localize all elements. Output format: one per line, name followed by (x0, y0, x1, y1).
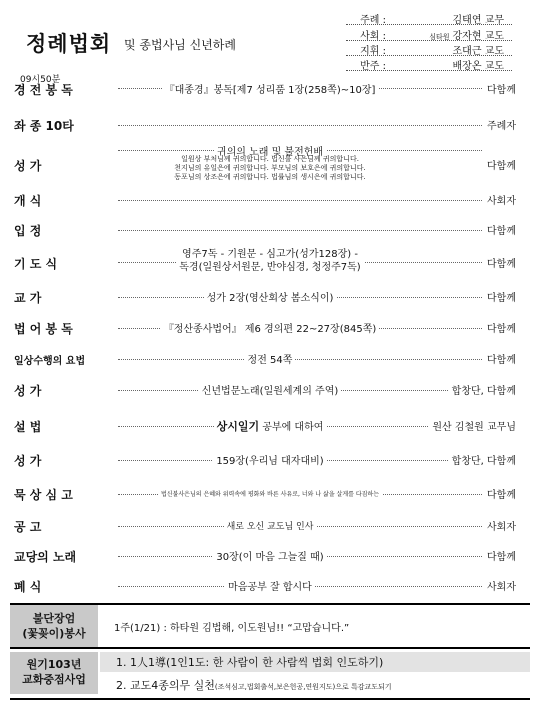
program-performer: 다함께 (484, 157, 516, 172)
dotted-leader (118, 230, 482, 231)
program-content: 『정산종사법어』 제6 경의편 22~27장(845쪽) (161, 320, 380, 335)
program-content-line: 독경(일원상서원문, 반야심경, 청정주7독) (176, 261, 363, 274)
dotted-leader (118, 200, 482, 201)
program-content-line: 동포님의 상조은에 귀의합니다. 법률님의 생시은에 귀의합니다. (174, 173, 366, 181)
program-performer: 다함께 (484, 255, 516, 270)
program-performer: 원산 김철원 교무님 (429, 418, 516, 433)
divider (346, 55, 512, 56)
program-label: 교당의 노래 (14, 550, 77, 564)
role-conductor-name: 조대근 교도 (452, 46, 504, 57)
section-item (116, 674, 392, 693)
role-mc-name: 심타원 강자현 교도 (429, 31, 504, 42)
section-label (10, 605, 98, 647)
section-item-main: 2. 교도4종의무 실천 (116, 679, 215, 692)
program-performer: 사회자 (484, 192, 516, 207)
divider (346, 40, 512, 41)
program-performer: 다함께 (484, 289, 516, 304)
program-content: 법신불사은님의 은혜와 위력속에 평화와 바른 사유로, 너와 나 삶을 살게를 다짐하는 (158, 489, 382, 498)
program-label: 입 정 (14, 224, 42, 238)
program-performer: 다함께 (484, 351, 516, 366)
program-content: 마음공부 잘 합시다 (225, 578, 315, 593)
program-content: 30장(이 마음 그늘질 때) (213, 548, 326, 563)
program-performer: 사회자 (484, 578, 516, 593)
divider (346, 24, 512, 25)
program-performer: 사회자 (484, 518, 516, 533)
role-presider-label: 주례 : (360, 15, 386, 26)
program-content-line: 일원상 부처님께 귀의합니다. 법신불 사은님께 귀의합니다. (181, 155, 359, 163)
program-label: 묵 상 심 고 (14, 488, 73, 502)
section-content: 1주(1/21) : 하타원 김법해, 이도원님!! “고맙습니다.” (114, 623, 350, 634)
program-label: 일상수행의 요법 (14, 356, 86, 367)
section-label (10, 652, 98, 694)
section-label-line: 교화중점사업 (22, 673, 86, 686)
program-label: 폐 식 (14, 580, 42, 594)
section-item-small: (조석심고,법회출석,보은헌공,연원지도)으로 특감교도되기 (214, 683, 392, 691)
program-content: 공부에 대하여 (259, 422, 324, 433)
role-accompanist-label: 반주 : (360, 61, 386, 72)
program-content: 『대종경』봉독[제7 성리품 1장(258쪽)~10장] (162, 81, 379, 96)
program-label: 설 법 (14, 420, 42, 434)
time-label: 09시50분 (20, 75, 61, 85)
role-accompanist-name: 배장온 교도 (452, 61, 504, 72)
program-label: 경 전 봉 독 (14, 83, 73, 97)
program-label: 성 가 (14, 454, 42, 468)
program-performer: 다함께 (484, 320, 516, 335)
program-content-bold: 상시일기 (216, 420, 260, 433)
divider (10, 698, 530, 700)
program-performer: 합창단, 다함께 (449, 452, 516, 467)
program-performer: 다함께 (484, 486, 516, 501)
program-label: 성 가 (14, 384, 42, 398)
page-subtitle: 및 종법사님 신년하례 (124, 38, 236, 52)
section-label-line: 불단장엄 (32, 612, 76, 625)
role-presider-name: 김태연 교무 (452, 15, 504, 26)
program-performer: 다함께 (484, 548, 516, 563)
section-item: 1. 1人1導(1인1도: 한 사람이 한 사람씩 법회 인도하기) (116, 656, 384, 669)
program-performer: 주례자 (484, 117, 516, 132)
program-performer: 다함께 (484, 81, 516, 96)
dotted-leader (118, 125, 482, 126)
program-label: 교 가 (14, 291, 42, 305)
program-performer: 합창단, 다함께 (449, 382, 516, 397)
program-content: 정전 54쪽 (245, 351, 296, 366)
page-title: 정례법회 (26, 32, 112, 56)
divider (10, 647, 530, 649)
program-performer: 다함께 (484, 222, 516, 237)
section-label-line: (꽃꽂이)봉사 (22, 627, 86, 640)
program-label: 개 식 (14, 194, 42, 208)
program-content: 귀의의 노래 및 불전헌배 (214, 143, 326, 158)
program-label: 좌 종 10타 (14, 119, 74, 133)
program-label: 성 가 (14, 159, 42, 173)
program-content-line: 영주7독 - 기원문 - 심고가(성가128장) - (179, 248, 361, 261)
program-content: 성가 2장(영산회상 봄소식이) (204, 289, 337, 304)
role-conductor-label: 지휘 : (360, 46, 386, 57)
divider (346, 70, 512, 71)
section-label-line: 원기103년 (26, 658, 82, 671)
program-content: 신년법문노래(일원세계의 주역) (199, 382, 342, 397)
role-mc-label: 사회 : (360, 31, 386, 42)
program-label: 기 도 식 (14, 257, 58, 271)
program-label: 공 고 (14, 520, 42, 534)
program-label: 법 어 봉 독 (14, 322, 73, 336)
program-content: 새로 오신 교도님 인사 (224, 519, 317, 532)
program-content: 159장(우리님 대자대비) (213, 452, 326, 467)
program-content-line: 천지님의 유일은에 귀의합니다. 부모님의 보호은에 귀의합니다. (174, 164, 366, 172)
